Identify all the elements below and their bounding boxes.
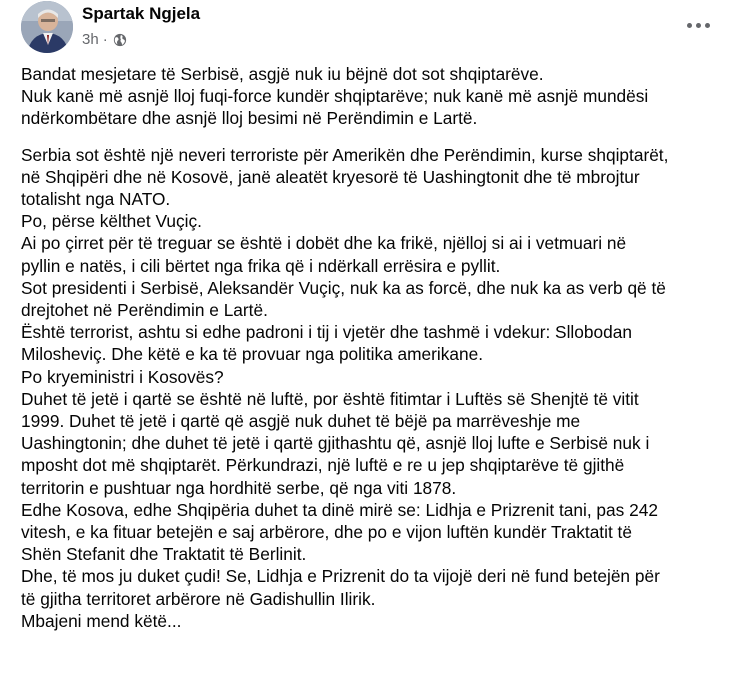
author-name[interactable]: Spartak Ngjela xyxy=(82,4,201,23)
post-text-line: 1999. Duhet të jetë i qartë që asgjë nuk duhet të bëjë pa marrëveshje me xyxy=(21,411,581,432)
post-text-line: Nuk kanë më asnjë lloj fuqi-force kundër shqiptarëve; nuk kanë më asnjë mundësi xyxy=(21,86,649,107)
post-text-line: totalisht nga NATO. xyxy=(21,189,171,210)
post-text-line: Dhe, të mos ju duket çudi! Se, Lidhja e Prizrenit do ta vijojë deri në fund betejën për xyxy=(21,566,660,587)
post-text xyxy=(21,63,739,646)
post-text-line: Sot presidenti i Serbisë, Aleksandër Vuçiç, nuk ka as forcë, dhe nuk ka as verb që të xyxy=(21,277,666,298)
post-text-line: vitesh, e ka fituar betejën e saj arbërore, dhe po e vijon luftën kundër Traktatit të xyxy=(21,522,632,543)
post-text-line: Shën Stefanit dhe Traktatit të Berlinit. xyxy=(21,544,307,565)
post-paragraph xyxy=(21,144,739,632)
post-text-line: pyllin e natës, i cili bërtet nga frika që i ndërkall errësira e pyllit. xyxy=(21,255,501,276)
post-text-line: Po, përse këlthet Vuçiç. xyxy=(21,211,202,232)
post-text-line: drejtohet në Perëndimin e Lartë. xyxy=(21,300,268,321)
more-dot-icon xyxy=(696,23,701,28)
post-text-line: Bandat mesjetare të Serbisë, asgjë nuk iu bëjnë dot sot shqiptarëve. xyxy=(21,64,544,84)
author-avatar[interactable] xyxy=(21,1,73,53)
globe-icon[interactable] xyxy=(113,33,127,47)
more-options-button[interactable] xyxy=(680,10,716,40)
post-text-line: Mbajeni mend këtë... xyxy=(21,610,182,631)
post-text-line: Duhet të jetë i qartë se është në luftë, por është fitimtar i Luftës së Shenjtë të vitit xyxy=(21,388,639,409)
post-text-line: Po kryeministri i Kosovës? xyxy=(21,366,224,387)
post-text-line: në Shqipëri dhe në Kosovë, janë aleatët kryesorë të Uashingtonit dhe të mbrojtur xyxy=(21,166,640,187)
post-timestamp[interactable]: 3h xyxy=(82,31,99,48)
post-text-line: Është terrorist, ashtu si edhe padroni i tij i vjetër dhe tashmë i vdekur: Sllobodan xyxy=(21,322,632,343)
post-text-line: ndërkombëtare dhe asnjë lloj besimi në Perëndimin e Lartë. xyxy=(21,108,478,129)
post-text-line: Ai po çirret për të treguar se është i dobët dhe ka frikë, njëlloj si ai i vetmuari në xyxy=(21,233,627,254)
more-dot-icon xyxy=(705,23,710,28)
post-meta xyxy=(82,31,127,48)
avatar-photo-icon xyxy=(21,1,73,53)
post-text-line: mposht dot më shqiptarët. Përkundrazi, një luftë e re u jep shqiptarëve të gjithë xyxy=(21,455,625,476)
post-text-line: territorin e pushtuar nga hordhitë serbe, që nga viti 1878. xyxy=(21,477,457,498)
post-text-line: Uashingtonin; dhe duhet të jetë i qartë gjithashtu që, asnjë lloj lufte e Serbisë nuk i xyxy=(21,433,650,454)
post-text-line: Edhe Kosova, edhe Shqipëria duhet ta dinë mirë se: Lidhja e Prizrenit tani, pas 242 xyxy=(21,499,658,520)
more-dot-icon xyxy=(687,23,692,28)
post-paragraph xyxy=(21,63,739,130)
post-text-line: Serbia sot është një neveri terroriste për Amerikën dhe Perëndimin, kurse shqiptarët, xyxy=(21,144,669,165)
meta-separator: · xyxy=(102,31,108,48)
post-header xyxy=(21,1,731,53)
post-text-line: të gjitha territoret arbërore në Gadishullin Ilirik. xyxy=(21,588,376,609)
post-text-line: Milosheviç. Dhe këtë e ka të provuar nga politika amerikane. xyxy=(21,344,484,365)
